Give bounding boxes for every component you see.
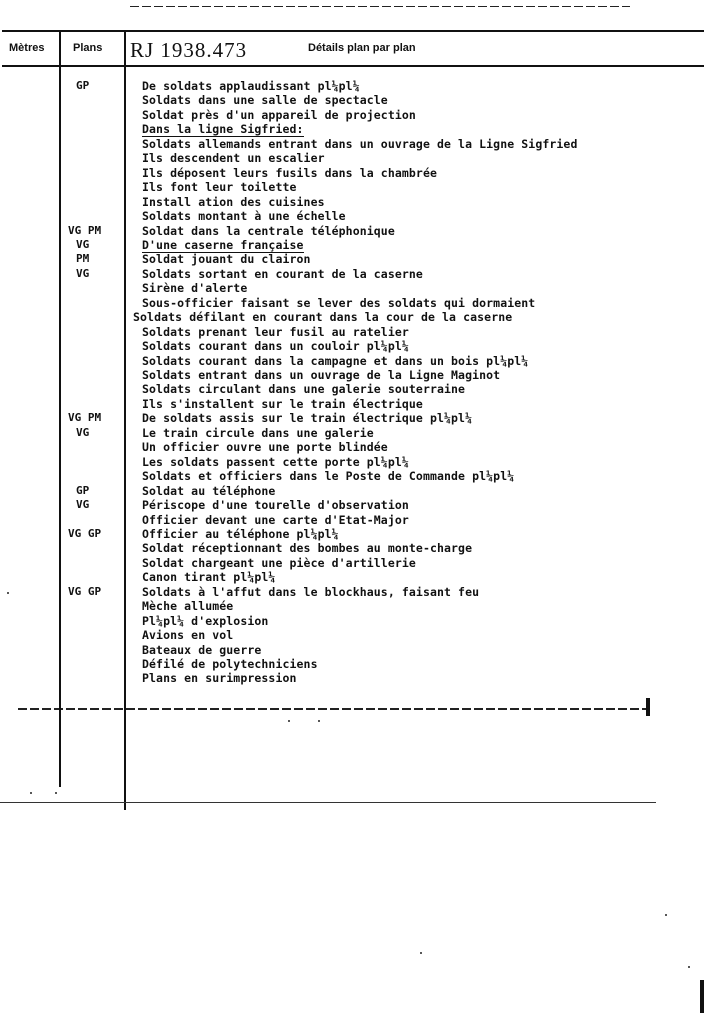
shot-description: Plans en surimpression <box>142 671 297 686</box>
top-scan-edge <box>130 6 630 7</box>
header-plans: Plans <box>73 42 103 54</box>
plan-code: VG PM <box>68 223 102 237</box>
shot-description: Soldats montant à une échelle <box>142 209 346 224</box>
scan-speck <box>30 792 32 794</box>
plan-code: VG <box>76 266 90 280</box>
shot-description: Soldats courant dans la campagne et dans un bois pl¼pl¼ <box>142 353 529 368</box>
shot-description: Pl¼pl¼ d'explosion <box>142 613 269 628</box>
shot-description: Bateaux de guerre <box>142 642 262 657</box>
shot-description: De soldats assis sur le train électrique pl¼pl¼ <box>142 411 473 426</box>
shot-description: Soldats dans une salle de spectacle <box>142 93 388 108</box>
shot-description: Canon tirant pl¼pl¼ <box>142 570 276 585</box>
shot-description: D'une caserne française <box>142 237 304 252</box>
plan-code: GP <box>76 79 90 92</box>
plan-code: VG PM <box>68 411 102 425</box>
shot-description: Soldat réceptionnant des bombes au monte-charge <box>142 541 473 556</box>
header-details: Détails plan par plan <box>308 42 416 54</box>
shot-description: Soldat près d'un appareil de projection <box>142 107 416 122</box>
shot-description: Soldats prenant leur fusil au ratelier <box>142 324 409 339</box>
shot-description: Un officier ouvre une porte blindée <box>142 440 388 455</box>
shot-description: Ils font leur toilette <box>142 180 297 195</box>
plan-code: VG <box>76 237 90 251</box>
shot-description: Officier devant une carte d'Etat-Major <box>142 512 409 527</box>
scan-speck <box>420 952 422 954</box>
shot-description: Soldats circulant dans une galerie souterraine <box>142 382 466 397</box>
shot-description: Périscope d'une tourelle d'observation <box>142 498 409 513</box>
shot-description: Soldats défilant en courant dans la cour de la caserne <box>133 310 513 325</box>
page-bottom-edge <box>0 802 656 803</box>
shot-description: Mèche allumée <box>142 599 234 614</box>
archive-reference: RJ 1938.473 <box>130 38 248 62</box>
plan-code: VG GP <box>68 526 102 540</box>
scan-speck <box>665 914 667 916</box>
shot-description: Ils descendent un escalier <box>142 151 325 166</box>
shot-description: Sous-officier faisant se lever des soldats qui dormaient <box>142 295 536 310</box>
plan-code: VG GP <box>68 584 102 598</box>
shot-description: Soldats allemands entrant dans un ouvrage de la Ligne Sigfried <box>142 136 578 151</box>
shot-description: Soldat chargeant une pièce d'artillerie <box>142 555 416 570</box>
column-divider-metres <box>59 30 61 787</box>
shot-description: Soldats sortant en courant de la caserne <box>142 266 423 281</box>
table-bottom-rule <box>18 708 650 710</box>
shot-description: Ils s'installent sur le train électrique <box>142 396 423 411</box>
shot-description: Le train circule dans une galerie <box>142 425 374 440</box>
scan-speck <box>7 592 9 594</box>
table-top-rule <box>2 30 704 32</box>
shot-description: Soldat dans la centrale téléphonique <box>142 223 395 238</box>
shot-description: Défilé de polytechniciens <box>142 657 318 671</box>
shot-description: Soldats à l'affut dans le blockhaus, faisant feu <box>142 584 480 599</box>
shot-description: Officier au téléphone pl¼pl¼ <box>142 526 339 541</box>
shot-description: Avions en vol <box>142 628 234 643</box>
right-scan-edge <box>700 980 704 1013</box>
shot-description: Ils déposent leurs fusils dans la chambrée <box>142 165 437 180</box>
plan-code: GP <box>76 483 90 497</box>
plan-code: VG <box>76 498 90 512</box>
header-metres: Mètres <box>9 42 45 54</box>
shot-description: De soldats applaudissant pl¼pl¼ <box>142 79 360 93</box>
scan-speck <box>318 720 320 722</box>
shot-description: Sirène d'alerte <box>142 281 248 296</box>
scan-speck <box>688 966 690 968</box>
shot-description: Soldats et officiers dans le Poste de Commande pl¼pl¼ <box>142 469 515 484</box>
scan-speck <box>55 792 57 794</box>
shot-description: Dans la ligne Sigfried: <box>142 122 304 137</box>
shot-description: Soldat au téléphone <box>142 483 276 498</box>
scan-speck <box>288 720 290 722</box>
column-divider-plans <box>124 30 126 810</box>
shot-description: Install ation des cuisines <box>142 194 325 209</box>
bottom-right-bracket <box>646 698 650 716</box>
plan-code: VG <box>76 425 90 439</box>
shot-description: Soldats entrant dans un ouvrage de la Ligne Maginot <box>142 368 501 382</box>
shot-description: Les soldats passent cette porte pl¼pl¼ <box>142 454 409 469</box>
shot-description: Soldats courant dans un couloir pl¼pl¼ <box>142 339 409 354</box>
plan-code: PM <box>76 252 90 266</box>
shot-description: Soldat jouant du clairon <box>142 252 311 267</box>
header-bottom-rule <box>2 65 704 67</box>
